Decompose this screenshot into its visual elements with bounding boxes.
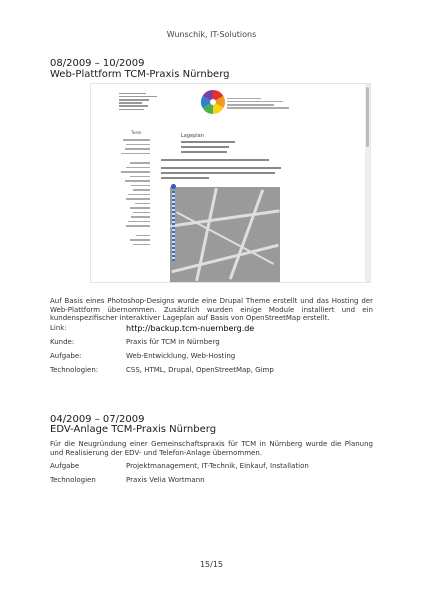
detail-value: Praxis Velia Wortmann [126,476,205,484]
project-2-detail-row [50,462,373,472]
detail-value: Praxis für TCM in Nürnberg [126,338,220,346]
project-1-description: Auf Basis eines Photoshop-Designs wurde eine Drupal Theme erstellt und das Hosting der Web-Plattform übernommen. Zusätzlich wurden einige Module installiert und ein kundenspezifischer interaktiver Lageplan auf Basis von OpenStreetMap erstellt. [50,297,373,322]
project-2-detail-row [50,476,373,486]
screenshot-page-heading: Lageplan [181,133,204,139]
detail-value: Projektmanagement, IT-Technik, Einkauf, Installation [126,462,309,470]
detail-label: Link: [50,324,67,332]
project-1-detail-row [50,324,373,334]
detail-label: Aufgabe: [50,352,82,360]
screenshot-address-block [119,91,157,112]
page-number: 15/15 [199,560,224,569]
screenshot-header [91,84,365,122]
detail-label: Technologien: [50,366,99,374]
detail-label: Technologien [50,476,96,484]
detail-value: CSS, HTML, Drupal, OpenStreetMap, Gimp [126,366,274,374]
screenshot-sidebar-menu [116,136,150,248]
page-header: Wunschik, IT-Solutions [166,30,257,39]
screenshot-main-text [161,141,281,182]
project-1-period: 08/2009 – 10/2009 [50,58,145,69]
screenshot-sidebar-heading: Team [131,130,142,135]
project-2-period: 04/2009 – 07/2009 [50,414,145,425]
project-1-title: Web-Plattform TCM-Praxis Nürnberg [50,69,230,80]
website-screenshot [90,83,371,283]
screenshot-map [170,187,280,282]
project-link[interactable]: http://backup.tcm-nuernberg.de [126,324,255,333]
screenshot-scrollbar [365,84,370,282]
project-2-description: Für die Neugründung einer Gemeinschaftspraxis für TCM in Nürnberg wurde die Planung und Realisierung der EDV- und Telefon-Anlage übernommen. [50,440,373,457]
detail-label: Kunde: [50,338,75,346]
project-1-detail-row [50,338,373,348]
project-1-detail-row [50,366,373,376]
screenshot-contact-block [227,96,289,110]
logo-wheel-icon [200,89,226,115]
detail-label: Aufgabe [50,462,80,470]
map-zoom-control [171,184,176,266]
project-1-detail-row [50,352,373,362]
project-2-title: EDV-Anlage TCM-Praxis Nürnberg [50,424,217,435]
detail-value: Web-Entwicklung, Web-Hosting [126,352,236,360]
